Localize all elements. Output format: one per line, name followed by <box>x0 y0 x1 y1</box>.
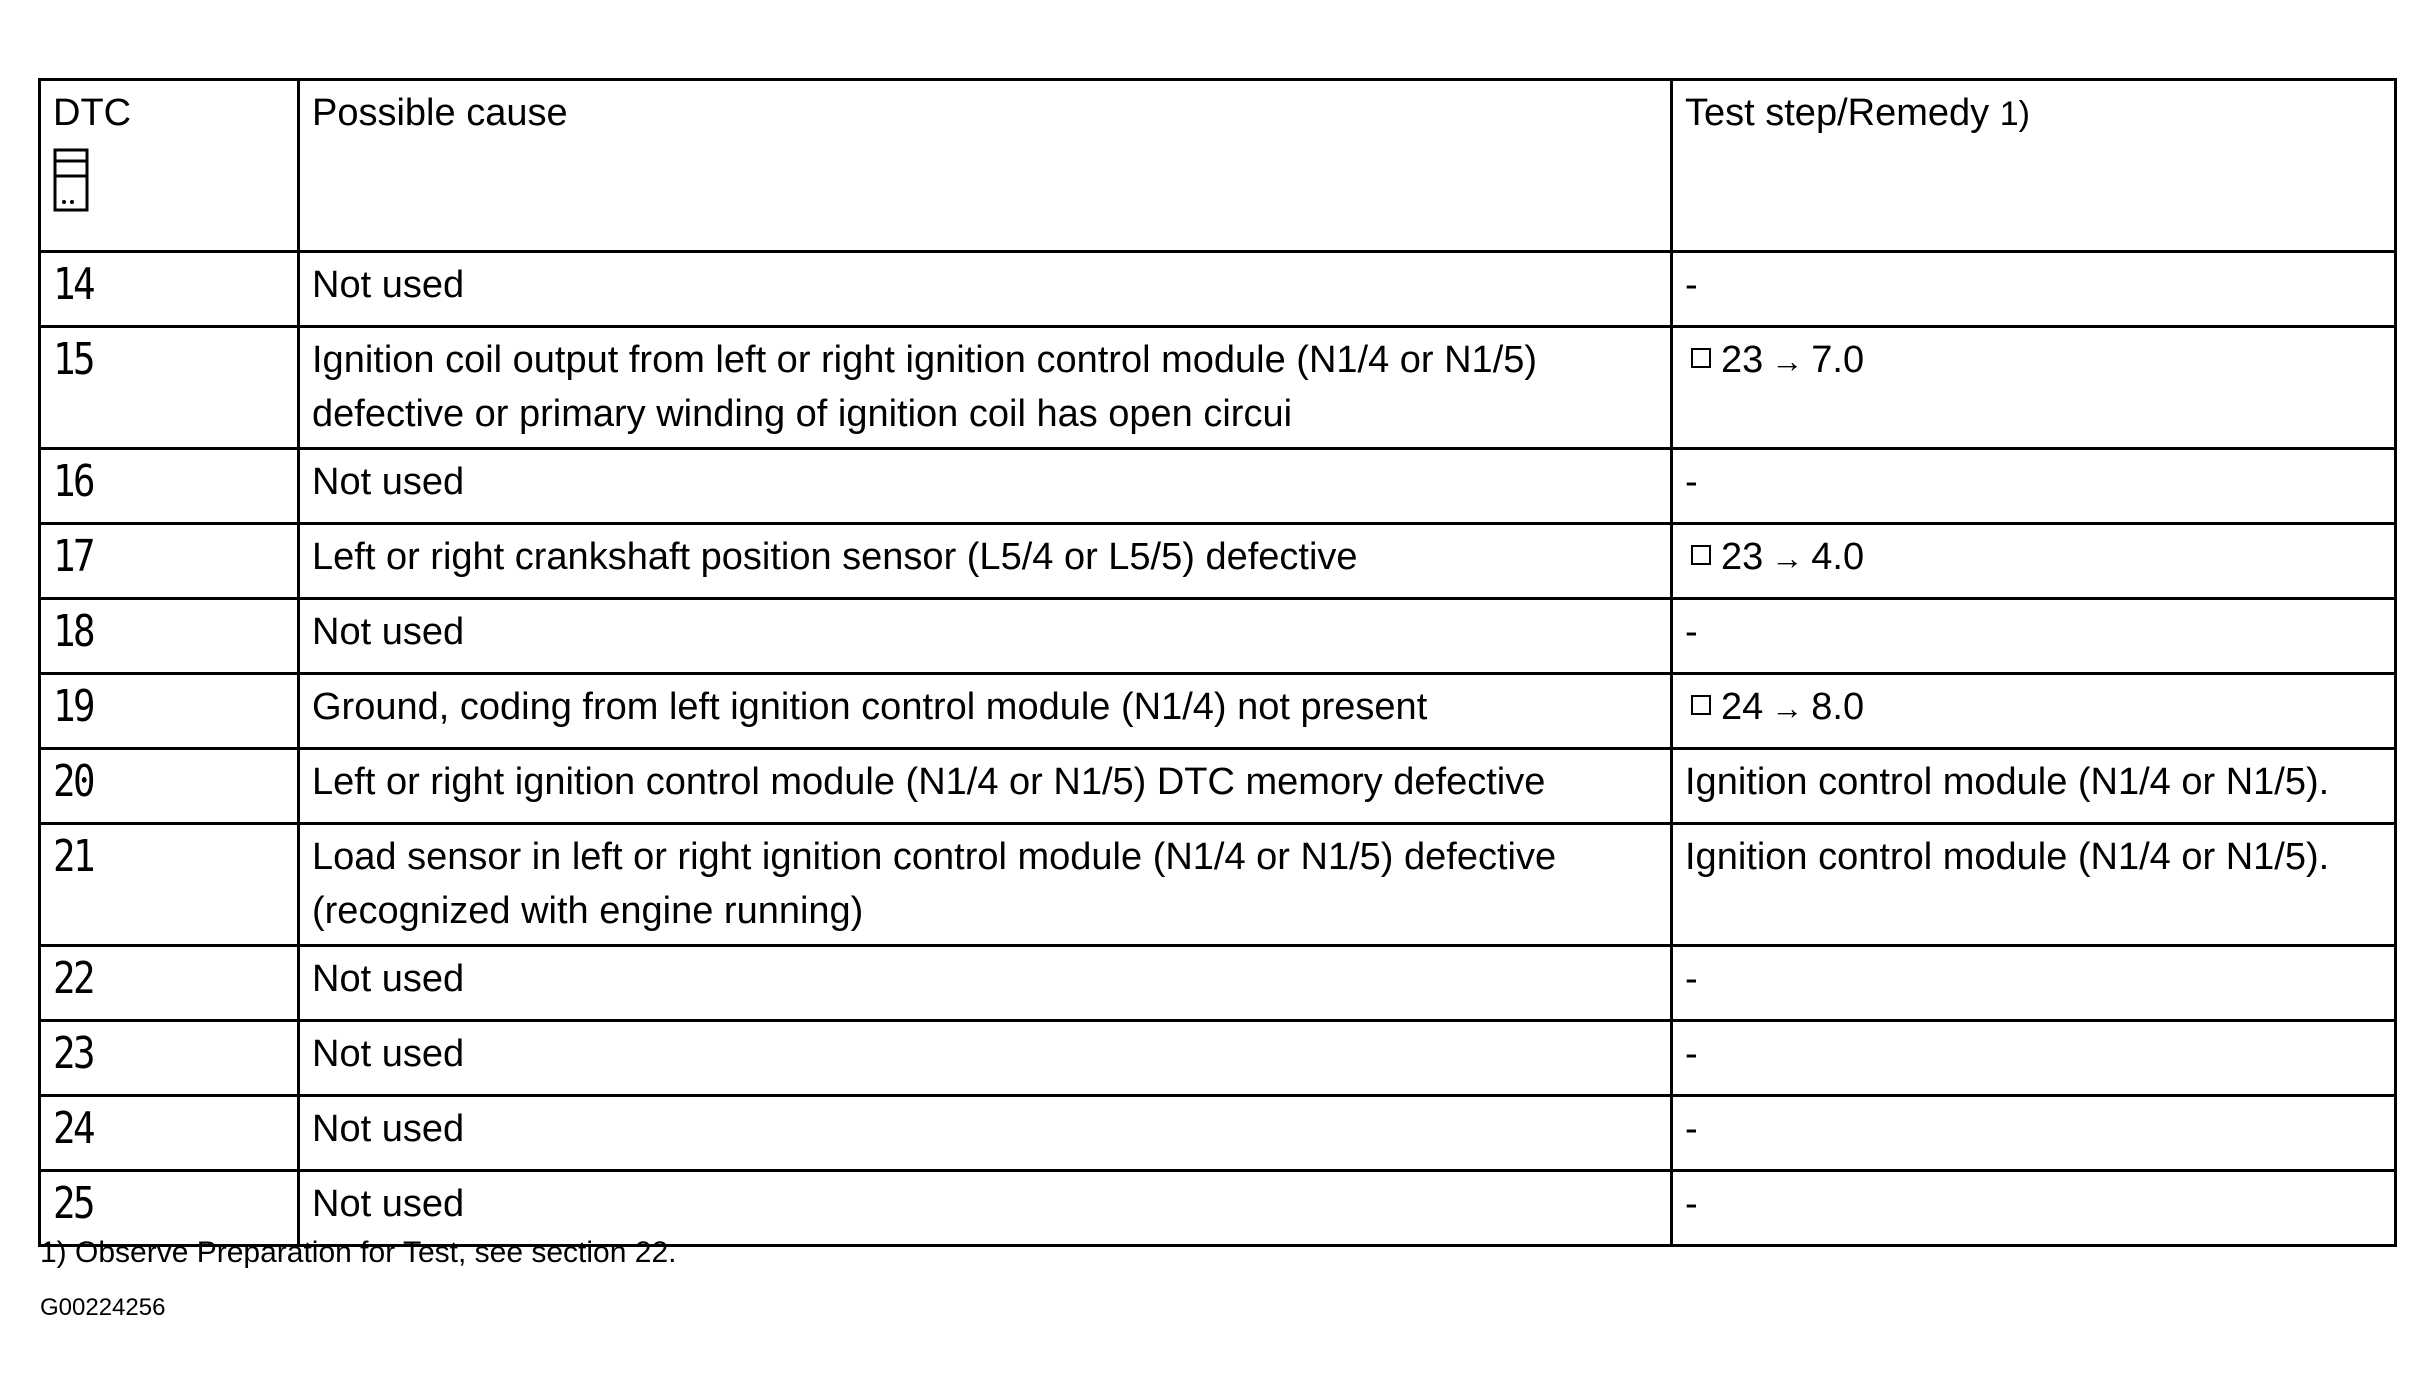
remedy-cell: 24 → 8.0 <box>1672 674 2396 749</box>
remedy-cell: - <box>1672 1171 2396 1246</box>
table-row <box>40 946 2396 1021</box>
remedy-cell: - <box>1672 252 2396 327</box>
arrow-icon: → <box>1771 540 1804 576</box>
table-row <box>40 524 2396 599</box>
cause-cell: Not used <box>299 1021 1672 1096</box>
table-row <box>40 1021 2396 1096</box>
remedy-cell: - <box>1672 1021 2396 1096</box>
cause-cell: Not used <box>299 946 1672 1021</box>
dtc-code: 17 <box>53 531 93 582</box>
table-row <box>40 1096 2396 1171</box>
footnote-text: Observe Preparation for Test, see section 22. <box>75 1236 677 1269</box>
header-dtc <box>40 80 299 252</box>
cause-cell: Not used <box>299 599 1672 674</box>
footnote <box>40 1236 676 1270</box>
table-row <box>40 327 2396 449</box>
table-row <box>40 749 2396 824</box>
table-row <box>40 252 2396 327</box>
dtc-code: 21 <box>53 831 93 882</box>
cause-cell: Ground, coding from left ignition control module (N1/4) not present <box>299 674 1672 749</box>
header-remedy: Test step/Remedy 1) <box>1672 80 2396 252</box>
dtc-code: 24 <box>53 1103 93 1154</box>
test-step-box-icon <box>1691 545 1711 565</box>
remedy-cell: - <box>1672 449 2396 524</box>
cause-cell: Not used <box>299 449 1672 524</box>
dtc-code: 15 <box>53 334 93 385</box>
dtc-code: 18 <box>53 606 93 657</box>
cause-cell: Ignition coil output from left or right ignition control module (N1/4 or N1/5) defective or primary winding of ignition coil has open circui <box>299 327 1672 449</box>
header-cause: Possible cause <box>299 80 1672 252</box>
remedy-cell: - <box>1672 1096 2396 1171</box>
remedy-cell: Ignition control module (N1/4 or N1/5). <box>1672 824 2396 946</box>
footnote-ref: 1) <box>1999 95 2030 133</box>
dtc-code: 22 <box>53 953 93 1004</box>
table-row <box>40 824 2396 946</box>
cause-cell: Left or right ignition control module (N1/4 or N1/5) DTC memory defective <box>299 749 1672 824</box>
remedy-cell: - <box>1672 946 2396 1021</box>
readout-device-icon <box>53 148 89 212</box>
footnote-marker: 1) <box>40 1236 67 1269</box>
cause-cell: Left or right crankshaft position sensor (L5/4 or L5/5) defective <box>299 524 1672 599</box>
dtc-code: 23 <box>53 1028 93 1079</box>
remedy-cell: 23 → 7.0 <box>1672 327 2396 449</box>
arrow-icon: → <box>1771 343 1804 379</box>
dtc-code: 16 <box>53 456 93 507</box>
dtc-code: 19 <box>53 681 93 732</box>
table-row <box>40 674 2396 749</box>
cause-cell: Not used <box>299 1171 1672 1246</box>
dtc-code: 20 <box>53 756 93 807</box>
remedy-cell: Ignition control module (N1/4 or N1/5). <box>1672 749 2396 824</box>
arrow-icon: → <box>1771 690 1804 726</box>
table-header-row <box>40 80 2396 252</box>
table-row <box>40 449 2396 524</box>
cause-cell: Not used <box>299 252 1672 327</box>
figure-id: G00224256 <box>40 1294 166 1321</box>
header-dtc-label: DTC <box>53 92 132 134</box>
cause-cell: Load sensor in left or right ignition control module (N1/4 or N1/5) defective (recognized with engine running) <box>299 824 1672 946</box>
table-row <box>40 1171 2396 1246</box>
dtc-table <box>38 78 2397 1247</box>
test-step-box-icon <box>1691 348 1711 368</box>
dtc-code: 14 <box>53 259 93 310</box>
cause-cell: Not used <box>299 1096 1672 1171</box>
dtc-code: 25 <box>53 1178 93 1229</box>
remedy-cell: - <box>1672 599 2396 674</box>
table-row <box>40 599 2396 674</box>
test-step-box-icon <box>1691 695 1711 715</box>
remedy-cell: 23 → 4.0 <box>1672 524 2396 599</box>
